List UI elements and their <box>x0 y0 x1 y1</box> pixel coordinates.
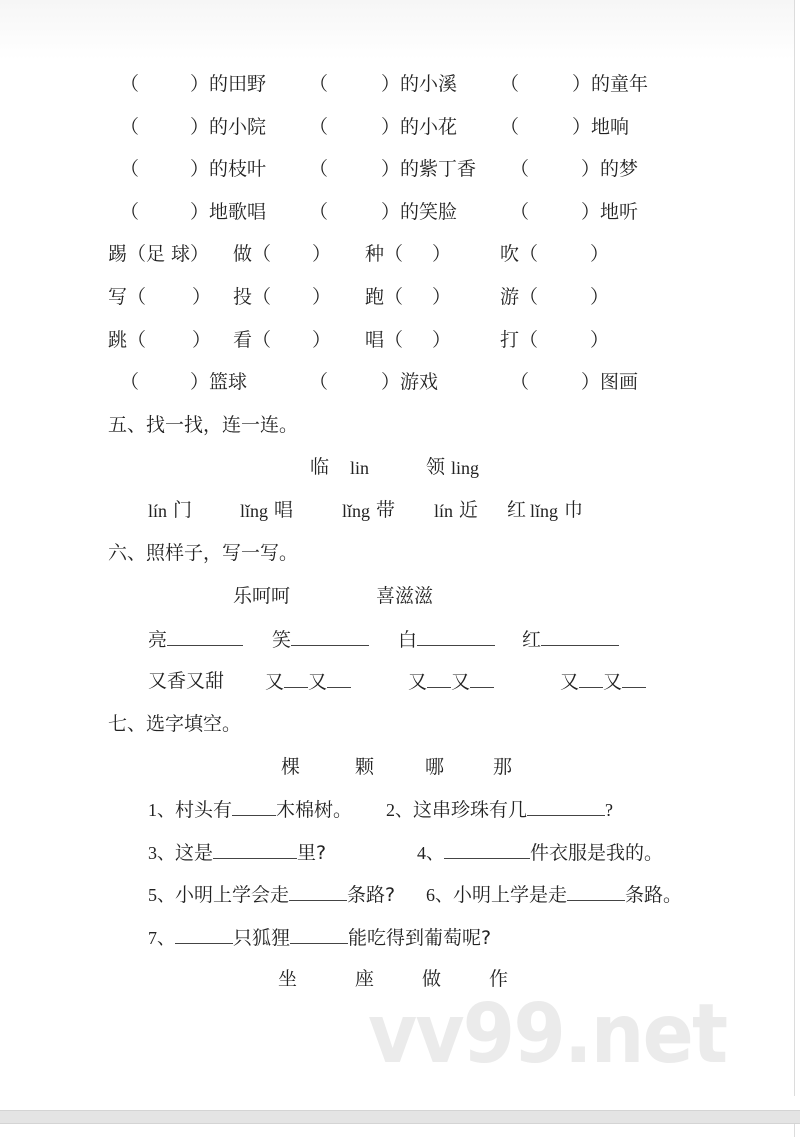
paren-close: ） <box>312 243 332 265</box>
phrase: ）地听 <box>581 201 639 223</box>
phrase: ）的小院 <box>190 116 267 138</box>
choice-char: 作 <box>489 968 509 990</box>
verb: 打（ <box>500 329 539 351</box>
paren-close: ） <box>312 329 332 351</box>
example-word: 喜滋滋 <box>376 585 434 607</box>
pinyin: lǐng <box>530 501 559 521</box>
question-1: 1、村头有 木棉树。 <box>148 799 353 821</box>
phrase: ）的紫丁香 <box>381 158 477 180</box>
phrase: ）的小溪 <box>381 73 458 95</box>
paren-close: ） <box>590 329 610 351</box>
paren-open: （ <box>309 73 329 95</box>
section-title: 七、选字填空。 <box>108 713 242 735</box>
choice-char: 坐 <box>278 968 298 990</box>
phrase: ）图画 <box>581 371 639 393</box>
phrase: ）篮球 <box>190 371 248 393</box>
section-title: 五、找一找，连一连。 <box>108 414 299 436</box>
section-title: 六、照样子，写一写。 <box>108 542 299 564</box>
abb-prompt: 亮 <box>148 627 243 652</box>
phrase: ）的笑脸 <box>381 201 458 223</box>
watermark-text: vv99.net <box>368 987 727 1082</box>
verb: 看（ <box>233 329 272 351</box>
choice-char: 颗 <box>355 756 375 778</box>
fill-blank[interactable] <box>579 669 603 688</box>
question-2: 2、这串珍珠有几 ? <box>386 799 614 821</box>
example-phrase: 踢（足 球） <box>108 243 210 265</box>
paren-open: （ <box>309 116 329 138</box>
fill-blank[interactable] <box>622 669 646 688</box>
paren-close: ） <box>590 243 610 265</box>
next-page-edge <box>0 1124 795 1137</box>
verb: 跳（ <box>108 329 147 351</box>
paren-open: （ <box>120 371 140 393</box>
verb: 做（ <box>233 243 272 265</box>
paren-close: ） <box>312 286 332 308</box>
verb: 唱（ <box>365 329 404 351</box>
abb-prompt: 红 <box>522 627 619 652</box>
char: 带 <box>376 499 396 521</box>
example-word: 乐呵呵 <box>233 585 291 607</box>
char: 红 <box>507 499 527 521</box>
char: 近 <box>459 499 479 521</box>
fill-blank[interactable] <box>527 797 605 816</box>
paren-open: （ <box>120 201 140 223</box>
fill-blank[interactable] <box>291 627 369 646</box>
char: 唱 <box>274 499 294 521</box>
phrase: ）的童年 <box>572 73 649 95</box>
paren-open: （ <box>120 116 140 138</box>
pinyin: lin <box>350 458 370 478</box>
example-you: 又香又甜 <box>148 670 225 692</box>
phrase: ）地歌唱 <box>190 201 267 223</box>
fill-blank[interactable] <box>444 840 530 859</box>
paren-open: （ <box>309 201 329 223</box>
page-top-shadow <box>0 0 794 60</box>
fill-blank[interactable] <box>290 925 348 944</box>
you-pattern: 又 又 <box>408 669 494 694</box>
phrase: ）的田野 <box>190 73 267 95</box>
fill-blank[interactable] <box>327 669 351 688</box>
verb: 吹（ <box>500 243 539 265</box>
fill-blank[interactable] <box>284 669 308 688</box>
paren-open: （ <box>120 73 140 95</box>
fill-blank[interactable] <box>427 669 451 688</box>
paren-close: ） <box>432 286 452 308</box>
question-4: 4、 件衣服是我的。 <box>417 842 664 864</box>
fill-blank[interactable] <box>167 627 243 646</box>
fill-blank[interactable] <box>175 925 233 944</box>
paren-close: ） <box>590 286 610 308</box>
paren-close: ） <box>192 286 212 308</box>
verb: 游（ <box>500 286 539 308</box>
paren-open: （ <box>309 371 329 393</box>
page-separator <box>0 1110 800 1124</box>
you-pattern: 又 又 <box>560 669 646 694</box>
choice-char: 做 <box>422 968 442 990</box>
question-3: 3、这是 里? <box>148 842 327 864</box>
verb: 种（ <box>365 243 404 265</box>
phrase: ）游戏 <box>381 371 439 393</box>
phrase: ）的枝叶 <box>190 158 267 180</box>
pinyin: lín <box>148 501 168 521</box>
question-7: 7、 只狐狸 能吃得到葡萄呢? <box>148 927 492 949</box>
choice-char: 哪 <box>425 756 445 778</box>
paren-open: （ <box>309 158 329 180</box>
verb: 写（ <box>108 286 147 308</box>
phrase: ）的小花 <box>381 116 458 138</box>
char: 领 <box>426 456 446 478</box>
fill-blank[interactable] <box>417 627 495 646</box>
abb-prompt: 笑 <box>272 627 369 652</box>
paren-open: （ <box>500 116 520 138</box>
choice-char: 座 <box>355 968 375 990</box>
paren-open: （ <box>510 201 530 223</box>
paren-open: （ <box>500 73 520 95</box>
fill-blank[interactable] <box>541 627 619 646</box>
fill-blank[interactable] <box>213 840 297 859</box>
fill-blank[interactable] <box>232 797 276 816</box>
fill-blank[interactable] <box>470 669 494 688</box>
paren-open: （ <box>510 371 530 393</box>
pinyin: lǐng <box>342 501 371 521</box>
paren-close: ） <box>432 329 452 351</box>
paren-open: （ <box>120 158 140 180</box>
question-5: 5、小明上学会走 条路? <box>148 884 396 906</box>
char: 门 <box>173 499 193 521</box>
choice-char: 那 <box>493 756 513 778</box>
fill-blank[interactable] <box>289 882 347 901</box>
char: 巾 <box>564 499 584 521</box>
pinyin: lǐng <box>240 501 269 521</box>
pinyin: lín <box>434 501 454 521</box>
you-pattern: 又 又 <box>265 669 351 694</box>
verb: 跑（ <box>365 286 404 308</box>
verb: 投（ <box>233 286 272 308</box>
question-6: 6、小明上学是走 条路。 <box>426 884 683 906</box>
phrase: ）的梦 <box>581 158 639 180</box>
paren-close: ） <box>432 243 452 265</box>
paren-open: （ <box>510 158 530 180</box>
phrase: ）地响 <box>572 116 630 138</box>
choice-char: 棵 <box>281 756 301 778</box>
char: 临 <box>310 456 330 478</box>
pinyin: ling <box>451 458 480 478</box>
paren-close: ） <box>192 329 212 351</box>
abb-prompt: 白 <box>398 627 495 652</box>
fill-blank[interactable] <box>567 882 625 901</box>
